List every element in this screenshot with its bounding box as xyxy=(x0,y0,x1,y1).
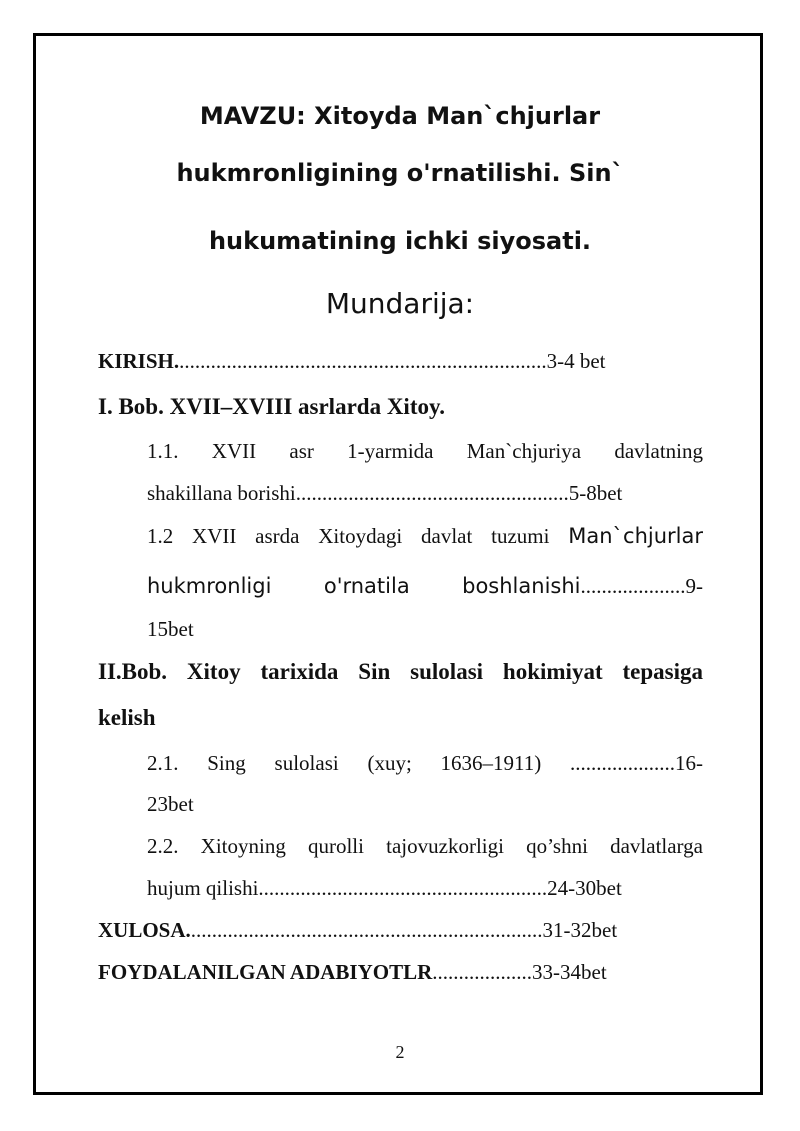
toc-intro-pages: 3-4 bet xyxy=(546,349,606,373)
toc-conclusion-label: XULOSA. xyxy=(98,918,191,942)
toc-chapter-1: I. Bob. XVII–XVIII asrlarda Xitoy. xyxy=(98,394,445,419)
title-line-2: hukmronligining o'rnatilishi. Sin` xyxy=(176,159,624,187)
toc-section-1-2-text: 1.2 XVII asrda Xitoydagi davlat tuzumi xyxy=(147,524,550,548)
toc-references-pages: 33-34bet xyxy=(532,960,607,984)
toc-section-1-2-line-2 xyxy=(147,572,703,600)
toc-section-1-1-line-1: 1.1. XVII asr 1-yarmida Man`chjuriya davlatning xyxy=(147,439,703,463)
toc-intro-dots: ...................................................................... xyxy=(179,349,547,373)
toc-section-1-2-text-sans: Man`chjurlar xyxy=(568,524,704,548)
toc-section-1-1-line-2: shakillana borishi....................................................5-8bet xyxy=(147,481,623,505)
toc-conclusion-dots: ................................................................... xyxy=(190,918,543,942)
toc-heading: Mundarija: xyxy=(325,287,475,320)
toc-section-1-2-line-1 xyxy=(147,522,703,550)
toc-section-2-2-line-1: 2.2. Xitoyning qurolli tajovuzkorligi qo’shni davlatlarga xyxy=(147,834,703,858)
toc-section-2-1-line-1: 2.1. Sing sulolasi (xuy; 1636–1911) ....................16- xyxy=(147,751,703,775)
toc-intro xyxy=(98,347,606,375)
toc-chapter-2-line-2: kelish xyxy=(98,705,156,730)
toc-conclusion xyxy=(98,916,617,944)
toc-references-dots: ................... xyxy=(432,960,533,984)
toc-section-1-2-line-3: 15bet xyxy=(147,617,194,641)
toc-section-2-2-line-2: hujum qilishi.......................................................24-30bet xyxy=(147,876,622,900)
page-number: 2 xyxy=(395,1042,405,1062)
toc-section-2-1-line-2: 23bet xyxy=(147,792,194,816)
toc-conclusion-pages: 31-32bet xyxy=(542,918,618,942)
toc-chapter-2-line-1: II.Bob. Xitoy tarixida Sin sulolasi hokimiyat tepasiga xyxy=(98,659,703,684)
title-line-3: hukumatining ichki siyosati. xyxy=(208,227,592,255)
toc-references-label: FOYDALANILGAN ADABIYOTLR xyxy=(98,960,433,984)
toc-section-1-2-text-2: hukmronligi o'rnatila boshlanishi xyxy=(147,574,581,598)
toc-references xyxy=(98,958,607,986)
toc-intro-label: KIRISH. xyxy=(98,349,180,373)
toc-section-1-2-dots: ....................9- xyxy=(580,574,703,598)
title-line-1: MAVZU: Xitoyda Man`chjurlar xyxy=(199,102,601,130)
